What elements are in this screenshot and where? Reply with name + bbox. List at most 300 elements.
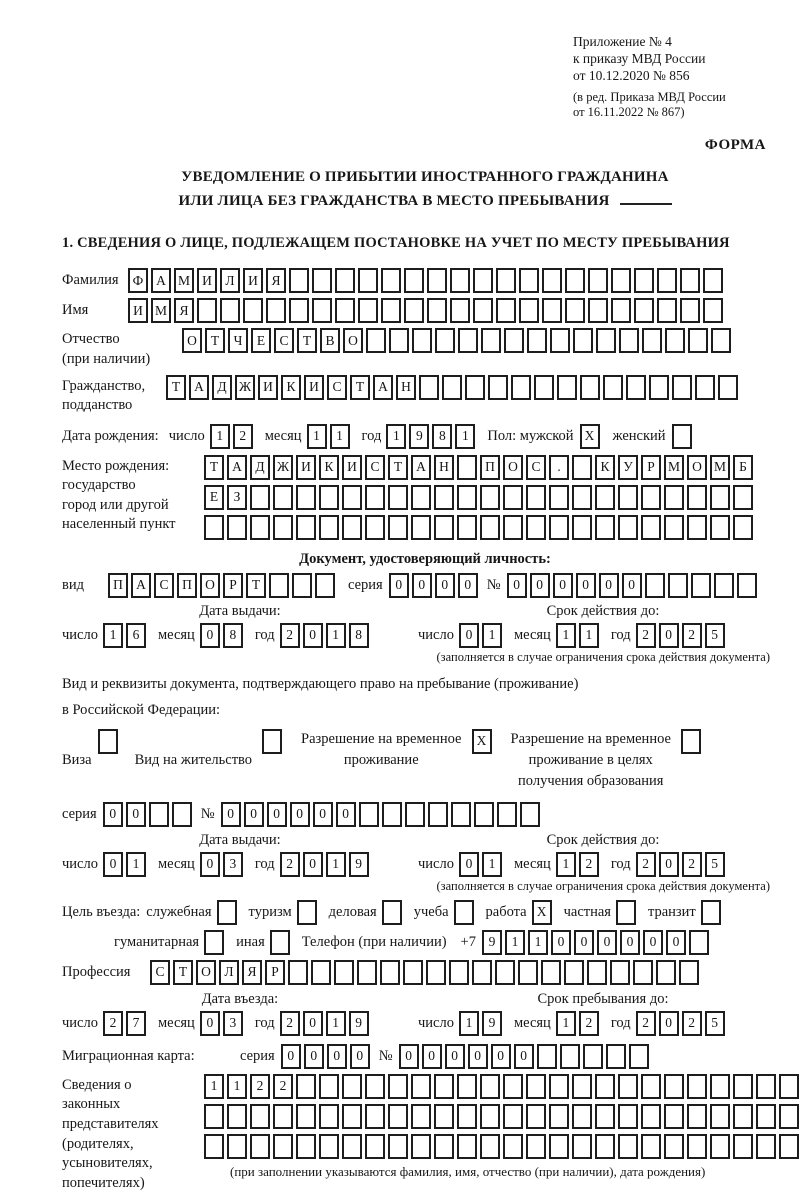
char-cell: 9 xyxy=(482,930,502,955)
residence-doc-type-row xyxy=(62,729,788,792)
rvp-issue-day xyxy=(103,852,149,877)
char-cell: 0 xyxy=(304,1044,324,1069)
char-cell: 0 xyxy=(622,573,642,598)
char-cell: А xyxy=(373,375,393,400)
char-cell xyxy=(733,485,753,510)
char-cell xyxy=(664,1134,684,1159)
char-cell xyxy=(473,298,493,323)
rvp-series-row xyxy=(62,802,788,827)
char-cell xyxy=(434,1074,454,1099)
char-cell xyxy=(419,375,439,400)
char-cell xyxy=(549,515,569,540)
char-cell xyxy=(527,328,547,353)
rvp-number-label: № xyxy=(200,805,215,822)
char-cell xyxy=(435,328,455,353)
firstname-cells xyxy=(128,298,726,323)
char-cell xyxy=(588,268,608,293)
char-cell xyxy=(388,1074,408,1099)
char-cell xyxy=(434,485,454,510)
char-cell: 2 xyxy=(280,623,300,648)
char-cell: 0 xyxy=(303,1011,323,1036)
char-cell xyxy=(472,960,492,985)
birthplace-cells-row3 xyxy=(204,515,756,540)
char-cell xyxy=(388,515,408,540)
char-cell: С xyxy=(327,375,347,400)
char-cell xyxy=(480,1104,500,1129)
char-cell: К xyxy=(595,455,615,480)
char-cell: У xyxy=(618,455,638,480)
char-cell xyxy=(312,298,332,323)
entry-date-heading: Дата въезда: xyxy=(201,990,279,1007)
char-cell xyxy=(629,1044,649,1069)
doc-until-heading: Срок действия до: xyxy=(546,602,660,619)
char-cell xyxy=(641,1134,661,1159)
char-cell: М xyxy=(710,455,730,480)
char-cell: А xyxy=(411,455,431,480)
char-cell: 0 xyxy=(327,1044,347,1069)
char-cell: 2 xyxy=(103,1011,123,1036)
char-cell xyxy=(656,960,676,985)
residence-permit-checkbox xyxy=(262,729,285,754)
char-cell xyxy=(718,375,738,400)
char-cell xyxy=(296,485,316,510)
char-cell xyxy=(641,1104,661,1129)
rvp-until-date-group: число 0 1 месяц 1 2 год 2 0 2 5 xyxy=(418,852,788,877)
rvp-until-day xyxy=(459,852,505,877)
forma-label: ФОРМА xyxy=(704,136,766,153)
representatives-cells-block xyxy=(204,1074,802,1180)
char-cell xyxy=(434,1134,454,1159)
char-cell xyxy=(611,298,631,323)
char-cell: К xyxy=(281,375,301,400)
char-cell: 0 xyxy=(551,930,571,955)
char-cell xyxy=(603,375,623,400)
char-cell: 2 xyxy=(280,1011,300,1036)
migration-series-label: серия xyxy=(240,1047,275,1064)
edu-permit-checkbox xyxy=(681,729,704,754)
doc-number-label: № xyxy=(486,576,501,593)
stay-until-month xyxy=(556,1011,602,1036)
char-cell xyxy=(541,960,561,985)
char-cell: 1 xyxy=(210,424,230,449)
purpose-private-checkbox xyxy=(616,900,639,925)
char-cell xyxy=(250,1104,270,1129)
char-cell xyxy=(311,960,331,985)
char-cell xyxy=(273,515,293,540)
char-cell: Т xyxy=(350,375,370,400)
char-cell xyxy=(457,515,477,540)
citizenship-cells xyxy=(166,375,741,400)
char-cell: 1 xyxy=(326,623,346,648)
doc-issue-month xyxy=(200,623,246,648)
representatives-label: Сведения о законных представителях (родителях, усыновителях, попечителях) xyxy=(62,1076,159,1191)
char-cell xyxy=(657,298,677,323)
char-cell xyxy=(572,1134,592,1159)
char-cell xyxy=(220,298,240,323)
char-cell: 0 xyxy=(666,930,686,955)
char-cell xyxy=(227,515,247,540)
char-cell xyxy=(315,573,335,598)
char-cell xyxy=(266,298,286,323)
char-cell: 2 xyxy=(636,1011,656,1036)
char-cell: С xyxy=(365,455,385,480)
purpose-row2 xyxy=(62,930,788,955)
title-blank-underline xyxy=(620,189,672,205)
char-cell xyxy=(695,375,715,400)
char-cell xyxy=(388,1104,408,1129)
birth-month-cells xyxy=(307,424,353,449)
char-cell xyxy=(411,485,431,510)
char-cell: 0 xyxy=(350,1044,370,1069)
char-cell xyxy=(691,573,711,598)
migration-series-cells xyxy=(281,1044,373,1069)
char-cell xyxy=(273,485,293,510)
char-cell: Ж xyxy=(273,455,293,480)
char-cell: 1 xyxy=(307,424,327,449)
char-cell: 0 xyxy=(574,930,594,955)
char-cell: Н xyxy=(434,455,454,480)
char-cell xyxy=(496,268,516,293)
doc-validity-note: (заполняется в случае ограничения срока действия документа) xyxy=(436,649,770,664)
char-cell xyxy=(411,1104,431,1129)
char-cell: Т xyxy=(205,328,225,353)
rvp-issue-heading: Дата выдачи: xyxy=(199,831,281,848)
char-cell: 0 xyxy=(576,573,596,598)
char-cell xyxy=(687,1074,707,1099)
char-cell: 9 xyxy=(482,1011,502,1036)
char-cell: 0 xyxy=(200,1011,220,1036)
char-cell: 2 xyxy=(682,623,702,648)
char-cell xyxy=(595,485,615,510)
char-cell: 1 xyxy=(556,1011,576,1036)
char-cell: И xyxy=(243,268,263,293)
char-cell: 0 xyxy=(200,852,220,877)
appendix-line: Приложение № 4 xyxy=(573,34,672,49)
char-cell xyxy=(618,515,638,540)
char-cell xyxy=(756,1074,776,1099)
purpose-humanitarian-label: гуманитарная xyxy=(114,933,200,950)
doc-series-cells xyxy=(389,573,481,598)
char-cell: 1 xyxy=(556,852,576,877)
doc-kind-cells xyxy=(108,573,338,598)
char-cell: П xyxy=(480,455,500,480)
char-cell: 0 xyxy=(412,573,432,598)
char-cell xyxy=(572,1074,592,1099)
char-cell xyxy=(250,515,270,540)
char-cell: 1 xyxy=(326,852,346,877)
doc-kind-label: вид xyxy=(62,576,84,593)
edu-permit-label: Разрешение на временное проживание в целях получения образования xyxy=(510,730,671,789)
char-cell xyxy=(270,930,290,955)
char-cell xyxy=(595,515,615,540)
char-cell: 2 xyxy=(280,852,300,877)
char-cell: 1 xyxy=(227,1074,247,1099)
char-cell xyxy=(611,268,631,293)
char-cell: 0 xyxy=(514,1044,534,1069)
char-cell xyxy=(645,573,665,598)
entry-date-group: число 2 7 месяц 0 3 год 2 0 1 9 xyxy=(62,1011,418,1036)
char-cell xyxy=(733,1104,753,1129)
edition-line: от 16.11.2022 № 867) xyxy=(573,105,685,120)
char-cell xyxy=(526,1104,546,1129)
char-cell xyxy=(457,455,477,480)
char-cell xyxy=(442,375,462,400)
stay-until-heading: Срок пребывания до: xyxy=(537,990,669,1007)
char-cell xyxy=(427,268,447,293)
char-cell: С xyxy=(150,960,170,985)
char-cell xyxy=(474,802,494,827)
char-cell xyxy=(664,1104,684,1129)
rvp-issue-month xyxy=(200,852,246,877)
char-cell: С xyxy=(274,328,294,353)
char-cell: X xyxy=(580,424,600,449)
char-cell xyxy=(588,298,608,323)
char-cell xyxy=(687,1104,707,1129)
doc-until-day xyxy=(459,623,505,648)
char-cell xyxy=(457,1134,477,1159)
char-cell xyxy=(710,485,730,510)
representatives-cells-row1 xyxy=(204,1074,802,1099)
rvp-validity-note: (заполняется в случае ограничения срока действия документа) xyxy=(436,878,770,893)
char-cell: 1 xyxy=(126,852,146,877)
char-cell xyxy=(779,1074,799,1099)
char-cell: 1 xyxy=(326,1011,346,1036)
char-cell xyxy=(388,1134,408,1159)
char-cell xyxy=(204,1104,224,1129)
char-cell: 1 xyxy=(386,424,406,449)
char-cell xyxy=(710,1104,730,1129)
char-cell: 0 xyxy=(399,1044,419,1069)
char-cell xyxy=(565,298,585,323)
char-cell xyxy=(703,298,723,323)
doc-series-label: серия xyxy=(348,576,383,593)
char-cell xyxy=(557,375,577,400)
month-label: месяц xyxy=(264,427,302,444)
char-cell: П xyxy=(177,573,197,598)
char-cell xyxy=(687,515,707,540)
rvp-until-heading: Срок действия до: xyxy=(546,831,660,848)
char-cell xyxy=(412,328,432,353)
char-cell: Е xyxy=(251,328,271,353)
char-cell: 1 xyxy=(455,424,475,449)
char-cell: 1 xyxy=(556,623,576,648)
char-cell xyxy=(204,515,224,540)
birthplace-cells-block xyxy=(204,455,756,545)
purpose-study-checkbox xyxy=(454,900,477,925)
char-cell xyxy=(382,900,402,925)
char-cell xyxy=(449,960,469,985)
char-cell xyxy=(365,1104,385,1129)
char-cell: 0 xyxy=(126,802,146,827)
char-cell xyxy=(480,1134,500,1159)
phone-prefix: +7 xyxy=(460,933,476,950)
char-cell xyxy=(342,1134,362,1159)
char-cell: 1 xyxy=(579,623,599,648)
char-cell xyxy=(572,515,592,540)
char-cell xyxy=(359,802,379,827)
char-cell: 5 xyxy=(705,852,725,877)
char-cell xyxy=(411,515,431,540)
phone-label: Телефон (при наличии) xyxy=(301,933,447,950)
char-cell xyxy=(319,1104,339,1129)
char-cell xyxy=(451,802,471,827)
char-cell xyxy=(549,1074,569,1099)
profession-label: Профессия xyxy=(62,963,131,980)
char-cell xyxy=(380,960,400,985)
purpose-transit-checkbox xyxy=(701,900,724,925)
char-cell: 0 xyxy=(200,623,220,648)
char-cell xyxy=(365,1074,385,1099)
char-cell: 0 xyxy=(290,802,310,827)
residence-doc-intro1: Вид и реквизиты документа, подтверждающего право на пребывание (проживание) xyxy=(62,675,579,692)
purpose-tourism-label: туризм xyxy=(248,903,292,920)
char-cell xyxy=(204,930,224,955)
char-cell: Л xyxy=(219,960,239,985)
char-cell xyxy=(382,802,402,827)
char-cell xyxy=(335,268,355,293)
char-cell: 5 xyxy=(705,1011,725,1036)
char-cell: 2 xyxy=(636,852,656,877)
char-cell: Л xyxy=(220,268,240,293)
char-cell xyxy=(457,485,477,510)
char-cell xyxy=(618,1134,638,1159)
char-cell xyxy=(434,515,454,540)
char-cell: А xyxy=(189,375,209,400)
char-cell xyxy=(714,573,734,598)
residence-permit-label: Вид на жительство xyxy=(134,751,253,768)
char-cell xyxy=(296,1074,316,1099)
purpose-other-label: иная xyxy=(236,933,265,950)
purpose-other-checkbox xyxy=(270,930,293,955)
char-cell: 6 xyxy=(126,623,146,648)
citizenship-label: Гражданство, подданство xyxy=(62,377,146,414)
char-cell xyxy=(458,328,478,353)
doc-issue-heading: Дата выдачи: xyxy=(199,602,281,619)
char-cell xyxy=(428,802,448,827)
char-cell xyxy=(680,298,700,323)
char-cell xyxy=(250,1134,270,1159)
doc-issue-date-group: число 1 6 месяц 0 8 год 2 0 1 8 xyxy=(62,623,418,648)
rvp-until-year xyxy=(636,852,728,877)
char-cell xyxy=(504,328,524,353)
doc-until-month xyxy=(556,623,602,648)
char-cell xyxy=(779,1104,799,1129)
char-cell xyxy=(405,802,425,827)
profession-cells xyxy=(150,960,702,985)
char-cell xyxy=(580,375,600,400)
char-cell xyxy=(618,1074,638,1099)
char-cell xyxy=(503,1134,523,1159)
char-cell xyxy=(497,802,517,827)
form-title xyxy=(62,166,788,214)
char-cell: 2 xyxy=(250,1074,270,1099)
char-cell xyxy=(737,573,757,598)
char-cell xyxy=(217,900,237,925)
char-cell xyxy=(687,1134,707,1159)
char-cell: 0 xyxy=(422,1044,442,1069)
char-cell xyxy=(756,1104,776,1129)
char-cell: 1 xyxy=(103,623,123,648)
char-cell: О xyxy=(196,960,216,985)
char-cell: 2 xyxy=(682,1011,702,1036)
rvp-until-month xyxy=(556,852,602,877)
char-cell: 1 xyxy=(204,1074,224,1099)
char-cell: X xyxy=(532,900,552,925)
patronymic-cells xyxy=(182,328,734,353)
char-cell xyxy=(342,1104,362,1129)
representatives-note: (при заполнении указываются фамилия, имя, отчество (при наличии), дата рождения) xyxy=(230,1163,706,1179)
char-cell xyxy=(520,802,540,827)
char-cell: И xyxy=(258,375,278,400)
char-cell: 0 xyxy=(530,573,550,598)
char-cell xyxy=(488,375,508,400)
char-cell xyxy=(503,1074,523,1099)
char-cell xyxy=(534,375,554,400)
year-label: год xyxy=(361,427,382,444)
char-cell xyxy=(250,485,270,510)
char-cell xyxy=(288,960,308,985)
birthplace-cells-row1 xyxy=(204,455,756,480)
char-cell xyxy=(388,485,408,510)
birthdate-group xyxy=(169,424,488,449)
appendix-line: от 10.12.2020 № 856 xyxy=(573,67,690,83)
char-cell xyxy=(618,485,638,510)
char-cell xyxy=(689,930,709,955)
rvp-issue-year xyxy=(280,852,372,877)
char-cell: 3 xyxy=(223,1011,243,1036)
day-label: число xyxy=(168,427,205,444)
section1-heading: 1. СВЕДЕНИЯ О ЛИЦЕ, ПОДЛЕЖАЩЕМ ПОСТАНОВКЕ НА УЧЕТ ПО МЕСТУ ПРЕБЫВАНИЯ xyxy=(62,235,730,252)
edition-line: (в ред. Приказа МВД России xyxy=(573,89,726,104)
representatives-row xyxy=(62,1074,788,1193)
char-cell xyxy=(641,485,661,510)
entry-day xyxy=(103,1011,149,1036)
char-cell: 0 xyxy=(221,802,241,827)
char-cell xyxy=(564,960,584,985)
char-cell: 0 xyxy=(244,802,264,827)
char-cell: 0 xyxy=(281,1044,301,1069)
profession-row xyxy=(62,960,788,985)
birthplace-row xyxy=(62,455,788,545)
char-cell: 0 xyxy=(103,802,123,827)
char-cell xyxy=(289,268,309,293)
char-cell xyxy=(404,298,424,323)
char-cell xyxy=(641,515,661,540)
char-cell: О xyxy=(503,455,523,480)
char-cell xyxy=(680,268,700,293)
entry-date-headings xyxy=(62,991,788,1011)
char-cell xyxy=(672,424,692,449)
char-cell xyxy=(733,515,753,540)
char-cell xyxy=(357,960,377,985)
purpose-work-label: работа xyxy=(485,903,527,920)
char-cell: 2 xyxy=(273,1074,293,1099)
char-cell: О xyxy=(182,328,202,353)
firstname-row xyxy=(62,298,788,323)
char-cell xyxy=(358,298,378,323)
patronymic-label: Отчество (при наличии) xyxy=(62,331,151,367)
char-cell xyxy=(426,960,446,985)
char-cell xyxy=(480,1074,500,1099)
char-cell: 0 xyxy=(468,1044,488,1069)
birthplace-label: Место рождения: государство город или другой населенный пункт xyxy=(62,457,176,533)
purpose-business-label: деловая xyxy=(328,903,377,920)
char-cell xyxy=(681,729,701,754)
char-cell: 0 xyxy=(553,573,573,598)
char-cell: 8 xyxy=(349,623,369,648)
char-cell xyxy=(292,573,312,598)
char-cell xyxy=(565,268,585,293)
